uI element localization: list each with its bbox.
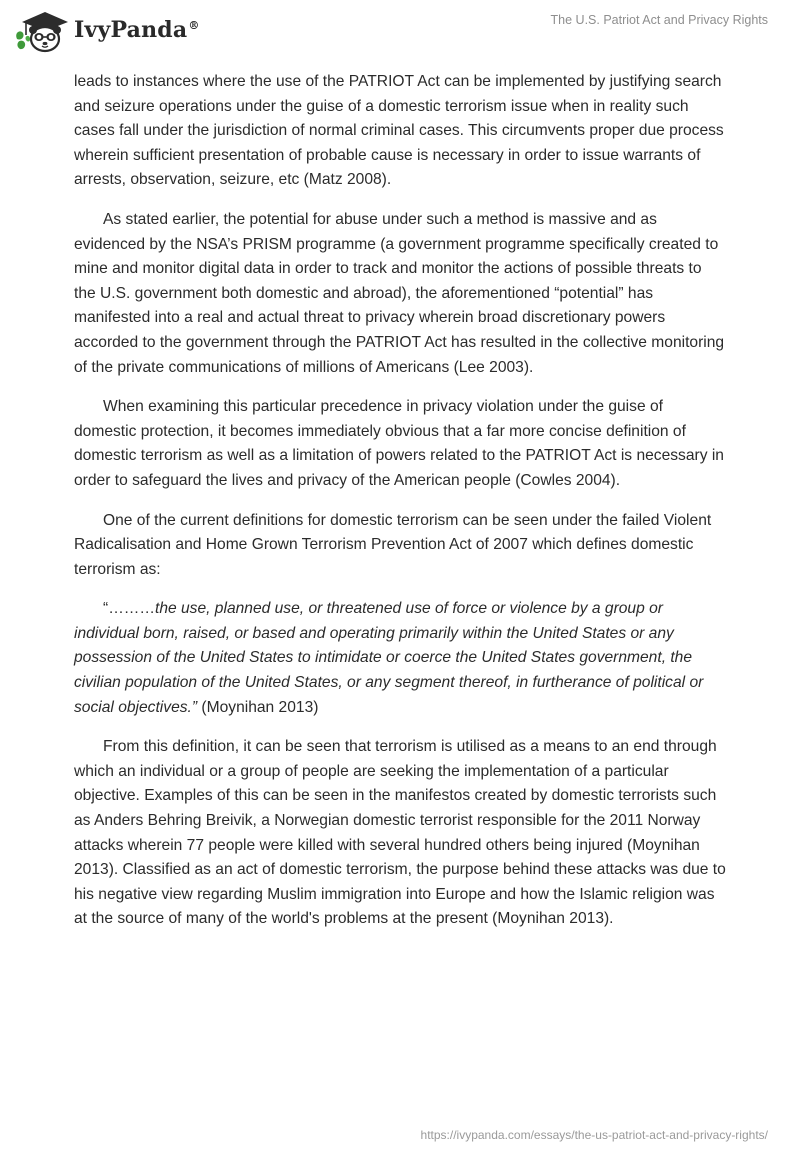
- essay-body: [74, 70, 726, 947]
- page-header: [0, 0, 800, 70]
- brand-name: [74, 17, 200, 43]
- panda-graduate-icon: [14, 9, 72, 53]
- paragraph-continued: leads to instances where the use of the PATRIOT Act can be implemented by justifying search and seizure operations under the guise of a domestic terrorism issue when in reality such cases fall under the jurisdiction of normal criminal cases. This circumvents proper due process wherein sufficient presentation of probable cause is necessary in order to issue warrants of arrests, observation, seizure, etc (Matz 2008).: [74, 73, 724, 189]
- paragraph: When examining this particular precedence in privacy violation under the guise of domestic protection, it becomes immediately obvious that a far more concise definition of domestic terrorism as well as a limitation of powers related to the PATRIOT Act is necessary in order to safeguard the lives and privacy of the American people (Cowles 2004).: [74, 398, 724, 489]
- paragraph: As stated earlier, the potential for abuse under such a method is massive and as evidenced by the NSA’s PRISM programme (a government programme specifically created to mine and monitor digital data in order to track and monitor the actions of possible threats to the U.S. government both domestic and abroad), the aforementioned “potential” has manifested into a real and actual threat to privacy wherein broad discretionary powers accorded to the government through the PATRIOT Act has resulted in the collective monitoring of the private communications of millions of Americans (Lee 2003).: [74, 210, 725, 376]
- paragraph: From this definition, it can be seen that terrorism is utilised as a means to an end through which an individual or a group of people are seeking the implementation of a particular objective. Examples of this can be seen in the manifestos created by domestic terrorists such as Anders Behring Breivik, a Norwegian domestic terrorist responsible for the 2011 Norway attacks wherein 77 people were killed with several hundred others being injured (Moynihan 2013). Classified as an act of domestic terrorism, the purpose behind these attacks was due to his negative view regarding Muslim immigration into Europe and how the Islamic religion was at the source of many of the world's problems at the present (Moynihan 2013).: [74, 738, 726, 928]
- quote-text: the use, planned use, or threatened use of force or violence by a group or individual born, raised, or based and operating primarily within the United States or any possession of the United States to intimidate or coerce the United States government, the civilian population of the United States, or any segment thereof, in furtherance of political or social objectives.”: [74, 600, 704, 716]
- brand-name-text: IvyPanda: [74, 17, 188, 43]
- block-quote: [74, 597, 726, 720]
- source-url-link[interactable]: https://ivypanda.com/essays/the-us-patriot-act-and-privacy-rights/: [420, 1128, 768, 1142]
- ivypanda-logo[interactable]: [14, 9, 200, 53]
- quote-lead: “………: [103, 600, 155, 618]
- document-title: The U.S. Patriot Act and Privacy Rights: [550, 13, 768, 27]
- paragraph: One of the current definitions for domestic terrorism can be seen under the failed Violent Radicalisation and Home Grown Terrorism Prevention Act of 2007 which defines domestic terrorism as:: [74, 511, 712, 578]
- registered-mark: ®: [188, 18, 200, 32]
- quote-citation: (Moynihan 2013): [197, 698, 319, 716]
